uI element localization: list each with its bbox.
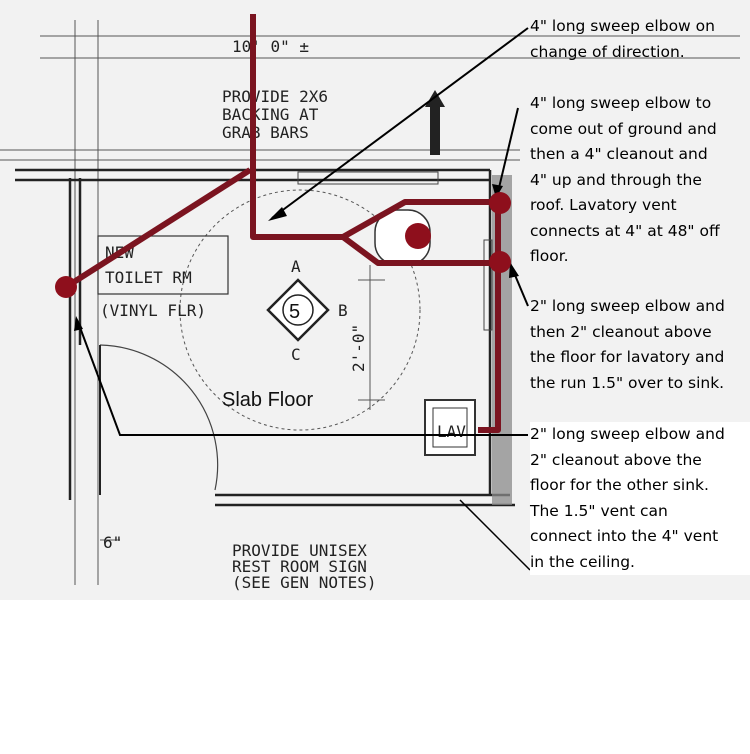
floor-finish: (VINYL FLR) [100,301,206,320]
annotation-4: 2" long sweep elbow and 2" cleanout above the floor for the other sink. The 1.5" vent can connect into the 4" vent in the ceiling. [530,422,750,575]
sign-note-2: REST ROOM SIGN [232,557,367,576]
dimension-top: 10' 0" ± [232,37,310,56]
cleanout-node-lower [489,251,511,273]
blank-area [0,600,750,754]
section-number: 5 [289,301,301,323]
dimension-bottom: 6" [103,533,123,552]
backing-note-3: GRAB BARS [222,123,309,142]
room-label-1: NEW [105,243,134,262]
section-letter-b: B [338,301,348,320]
cleanout-node-left [55,276,77,298]
annotation-2: 4" long sweep elbow to come out of ground and then a 4" cleanout and 4" up and through the roof. Lavatory vent connects at 4" at 48" off floor. [530,94,720,265]
slab-floor-label: Slab Floor [222,389,314,411]
cleanout-node-upper [489,192,511,214]
annotation-1: 4" long sweep elbow on change of direction. [530,17,715,61]
backing-note-1: PROVIDE 2X6 [222,87,328,106]
sign-note-3: (SEE GEN NOTES) [232,573,377,592]
section-letter-a: A [291,257,301,276]
plumbing-pipes [66,14,500,430]
section-letter-c: C [291,345,301,364]
up-arrow-shaft [430,105,440,155]
cleanout-node-toilet [405,223,431,249]
room-label-2: TOILET RM [105,268,192,287]
sign-note-1: PROVIDE UNISEX [232,541,367,560]
backing-note-2: BACKING AT [222,105,319,124]
fixture-label: LAV [437,422,466,441]
annotation-3: 2" long sweep elbow and then 2" cleanout above the floor for lavatory and the run 1.5" over to sink. [530,297,725,392]
door-swing [100,345,218,490]
dimension-side: 2'-0" [349,323,368,372]
